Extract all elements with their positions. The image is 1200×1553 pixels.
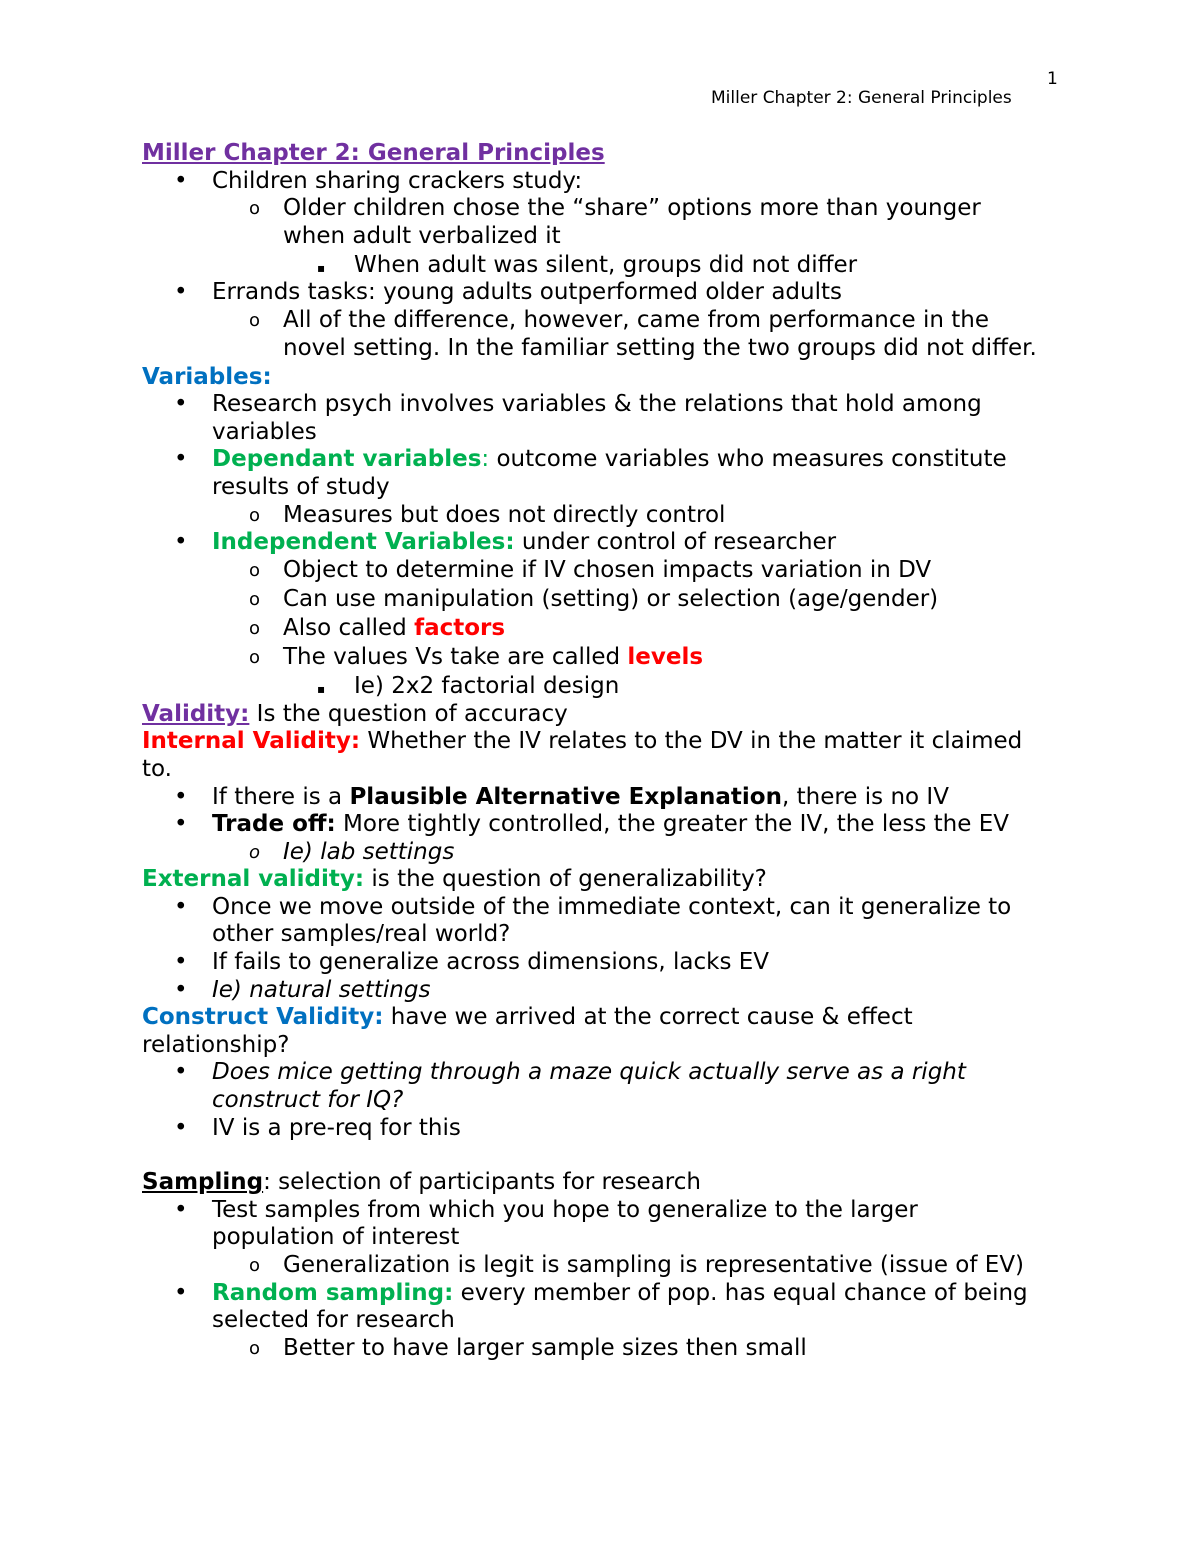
list-item [142, 1252, 1142, 1280]
item-text: All of the difference, however, came from performance in the [283, 306, 989, 333]
list-item [142, 615, 1142, 644]
bullet-icon: • [174, 893, 188, 920]
blank-line [142, 1142, 1142, 1169]
list-item [142, 1115, 1142, 1143]
list-item [142, 446, 1142, 474]
dv-colon: : [481, 446, 490, 473]
circle-bullet-icon: o [249, 841, 261, 863]
item-text: , there is no IV [781, 783, 949, 810]
circle-bullet-icon: o [249, 504, 261, 526]
item-text: If there is a [212, 783, 350, 810]
bullet-icon: • [174, 1196, 188, 1223]
item-text: when adult verbalized it [283, 222, 561, 249]
bullet-icon: • [174, 976, 188, 1003]
item-text: population of interest [212, 1224, 460, 1251]
bullet-icon: • [174, 1114, 188, 1141]
circle-bullet-icon: o [249, 1255, 261, 1276]
bullet-icon: • [174, 1279, 188, 1306]
list-item [142, 557, 1142, 586]
circle-bullet-icon: o [249, 309, 261, 331]
list-item [142, 784, 1142, 812]
square-bullet-icon: ▪ [317, 260, 326, 275]
item-text: IV is a pre-req for this [212, 1114, 461, 1141]
list-item-continuation [142, 1087, 1142, 1115]
bullet-icon: • [174, 949, 188, 976]
item-text: Once we move outside of the immediate context, can it generalize to [212, 893, 1012, 920]
item-text: to. [142, 755, 172, 782]
iv-definition: under control of researcher [514, 529, 837, 556]
validity-definition: Is the question of accuracy [249, 700, 568, 727]
variables-heading: Variables: [142, 363, 272, 390]
item-text: results of study [212, 473, 390, 500]
list-item-continuation [142, 223, 1142, 252]
list-item [142, 1059, 1142, 1087]
item-text: novel setting. In the familiar setting the two groups did not differ. [283, 334, 1037, 361]
internal-validity-continuation [142, 756, 1142, 784]
bullet-icon: • [174, 391, 188, 418]
item-text: Generalization is legit is sampling is representative (issue of EV) [283, 1252, 1025, 1278]
list-item [142, 307, 1142, 335]
list-item [142, 279, 1142, 307]
list-item [142, 502, 1142, 530]
item-text: Ie) lab settings [283, 838, 455, 865]
factors-term: factors [414, 614, 506, 641]
item-text: Ie) natural settings [212, 976, 431, 1003]
bullet-icon: • [174, 446, 188, 473]
levels-term: levels [627, 643, 704, 670]
running-header: Miller Chapter 2: General Principles [711, 88, 1012, 108]
external-validity-definition: is the question of generalizability? [364, 866, 767, 893]
item-text: If fails to generalize across dimensions, lacks EV [212, 949, 769, 976]
external-validity-line [142, 866, 1142, 894]
list-item [142, 894, 1142, 922]
item-text: Can use manipulation (setting) or selection (age/gender) [283, 585, 939, 612]
item-text: Object to determine if IV chosen impacts variation in DV [283, 556, 932, 583]
item-text: variables [212, 418, 317, 445]
item-text: relationship? [142, 1031, 290, 1058]
page-number: 1 [1047, 69, 1058, 89]
list-item-continuation [142, 1224, 1142, 1252]
random-sampling-definition: every member of pop. has equal chance of being [453, 1279, 1028, 1306]
document-body [142, 140, 1142, 1362]
item-text: Ie) 2x2 factorial design [354, 672, 620, 699]
list-item-continuation [142, 474, 1142, 502]
bullet-icon: • [174, 279, 188, 306]
external-validity-term: External validity: [142, 866, 365, 893]
list-item [142, 644, 1142, 673]
bullet-icon: • [174, 811, 188, 838]
list-item-continuation [142, 335, 1142, 364]
list-item [142, 839, 1142, 867]
sampling-line [142, 1169, 1142, 1197]
sampling-definition: : selection of participants for research [263, 1169, 701, 1196]
item-text: When adult was silent, groups did not differ [354, 251, 858, 278]
internal-validity-term: Internal Validity: [142, 728, 361, 755]
list-item-continuation [142, 921, 1142, 949]
square-bullet-icon: ▪ [317, 681, 326, 696]
internal-validity-line [142, 728, 1142, 756]
dv-term: Dependant variables [212, 446, 482, 473]
list-item [142, 252, 1142, 280]
circle-bullet-icon: o [249, 617, 261, 639]
list-item [142, 1280, 1142, 1308]
item-text: Research psych involves variables & the relations that hold among [212, 391, 982, 418]
validity-term: Validity: [142, 700, 250, 727]
item-text: other samples/real world? [212, 921, 511, 948]
section-heading [142, 364, 1142, 392]
list-item-continuation [142, 419, 1142, 447]
bullet-icon: • [174, 167, 188, 194]
list-item [142, 529, 1142, 557]
list-item [142, 673, 1142, 701]
circle-bullet-icon: o [249, 198, 261, 220]
item-text: Errands tasks: young adults outperformed older adults [212, 279, 842, 306]
page-title [142, 140, 1142, 168]
bullet-icon: • [174, 1059, 188, 1086]
item-text: Better to have larger sample sizes then small [283, 1334, 807, 1361]
list-item [142, 949, 1142, 977]
random-sampling-term: Random sampling: [212, 1279, 454, 1306]
title-text: Miller Chapter 2: General Principles [142, 140, 605, 166]
tradeoff-term: Trade off: [212, 811, 336, 838]
construct-validity-line [142, 1004, 1142, 1032]
circle-bullet-icon: o [249, 559, 261, 581]
item-text: Also called [283, 614, 415, 641]
dv-definition: outcome variables who measures constitute [489, 446, 1007, 473]
construct-validity-term: Construct Validity: [142, 1004, 384, 1031]
item-text: Test samples from which you hope to generalize to the larger [212, 1196, 918, 1223]
construct-validity-definition: have we arrived at the correct cause & effect [383, 1004, 913, 1031]
list-item [142, 391, 1142, 419]
item-text: Older children chose the “share” options more than younger [283, 195, 981, 222]
iv-term: Independent Variables: [212, 529, 515, 556]
circle-bullet-icon: o [249, 1337, 261, 1359]
internal-validity-definition: Whether the IV relates to the DV in the matter it claimed [360, 728, 1023, 755]
list-item [142, 195, 1142, 223]
construct-validity-continuation [142, 1032, 1142, 1060]
tradeoff-definition: More tightly controlled, the greater the IV, the less the EV [335, 811, 1009, 838]
item-text: construct for IQ? [212, 1087, 404, 1114]
item-text: Children sharing crackers study: [212, 167, 583, 194]
list-item [142, 977, 1142, 1005]
list-item [142, 168, 1142, 196]
circle-bullet-icon: o [249, 588, 261, 610]
item-text: Measures but does not directly control [283, 501, 726, 528]
list-item [142, 1335, 1142, 1363]
item-text: The values Vs take are called [283, 643, 628, 670]
validity-line [142, 701, 1142, 729]
list-item [142, 1197, 1142, 1225]
circle-bullet-icon: o [249, 646, 261, 668]
bullet-icon: • [174, 783, 188, 810]
item-text: Does mice getting through a maze quick actually serve as a right [212, 1059, 966, 1086]
list-item [142, 811, 1142, 839]
list-item [142, 586, 1142, 615]
pae-term: Plausible Alternative Explanation [349, 783, 782, 810]
list-item-continuation [142, 1307, 1142, 1335]
bullet-icon: • [174, 529, 188, 556]
sampling-term: Sampling [142, 1169, 264, 1196]
item-text: selected for research [212, 1307, 455, 1334]
